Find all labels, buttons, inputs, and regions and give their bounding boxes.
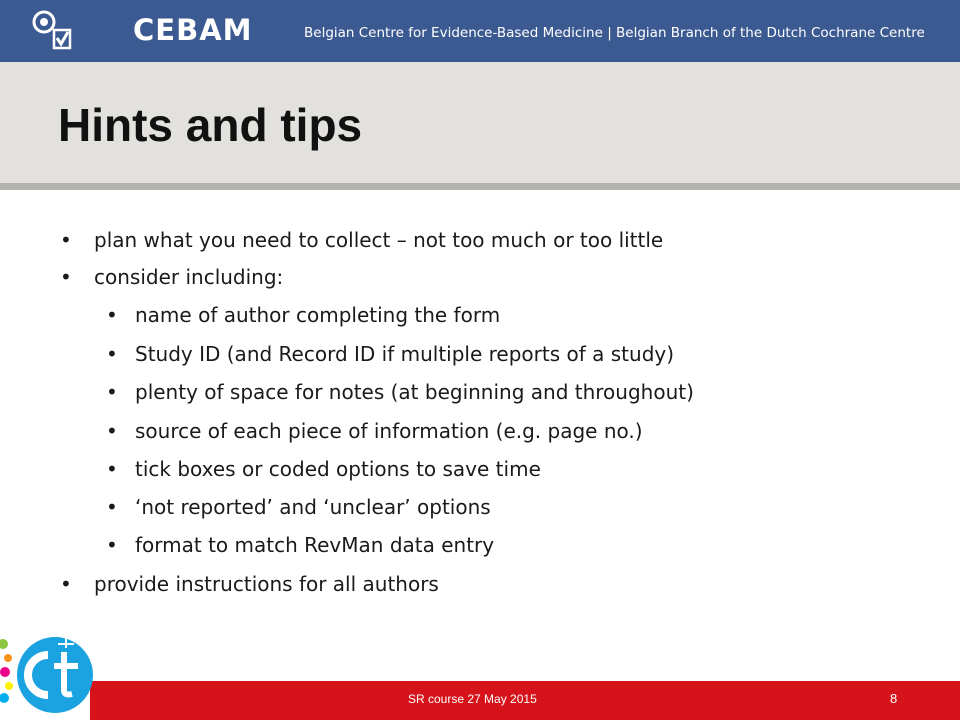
bullet-icon: •	[106, 419, 118, 443]
bullet-text: provide instructions for all authors	[94, 572, 439, 596]
bullet-icon: •	[106, 342, 118, 366]
page-number: 8	[890, 691, 898, 706]
header-tagline: Belgian Centre for Evidence-Based Medicine | Belgian Branch of the Dutch Cochrane Centre	[304, 25, 925, 41]
bullet-text: plenty of space for notes (at beginning and throughout)	[135, 380, 694, 404]
bullet-text: name of author completing the form	[135, 303, 501, 327]
bullet-text: tick boxes or coded options to save time	[135, 457, 541, 481]
cebam-logo-icon	[30, 8, 76, 54]
footer-text: SR course 27 May 2015	[408, 692, 537, 706]
bullet-text: source of each piece of information (e.g. page no.)	[135, 419, 643, 443]
brand-name: CEBAM	[133, 13, 253, 47]
title-divider	[0, 183, 960, 190]
bullet-text: ‘not reported’ and ‘unclear’ options	[135, 495, 491, 519]
bullet-text: consider including:	[94, 265, 284, 289]
bullet-text: format to match RevMan data entry	[135, 533, 495, 557]
bullet-icon: •	[60, 572, 72, 596]
bullet-icon: •	[60, 228, 72, 252]
ct-logo-icon	[0, 630, 100, 720]
bullet-icon: •	[106, 457, 118, 481]
bullet-text: Study ID (and Record ID if multiple reports of a study)	[135, 342, 675, 366]
slide-title: Hints and tips	[58, 99, 363, 151]
bullet-text: plan what you need to collect – not too much or too little	[94, 228, 664, 252]
bullet-icon: •	[60, 265, 72, 289]
header-bar	[0, 0, 960, 62]
bullet-icon: •	[106, 303, 118, 327]
bullet-icon: •	[106, 380, 118, 404]
bullet-icon: •	[106, 495, 118, 519]
bullet-icon: •	[106, 533, 118, 557]
